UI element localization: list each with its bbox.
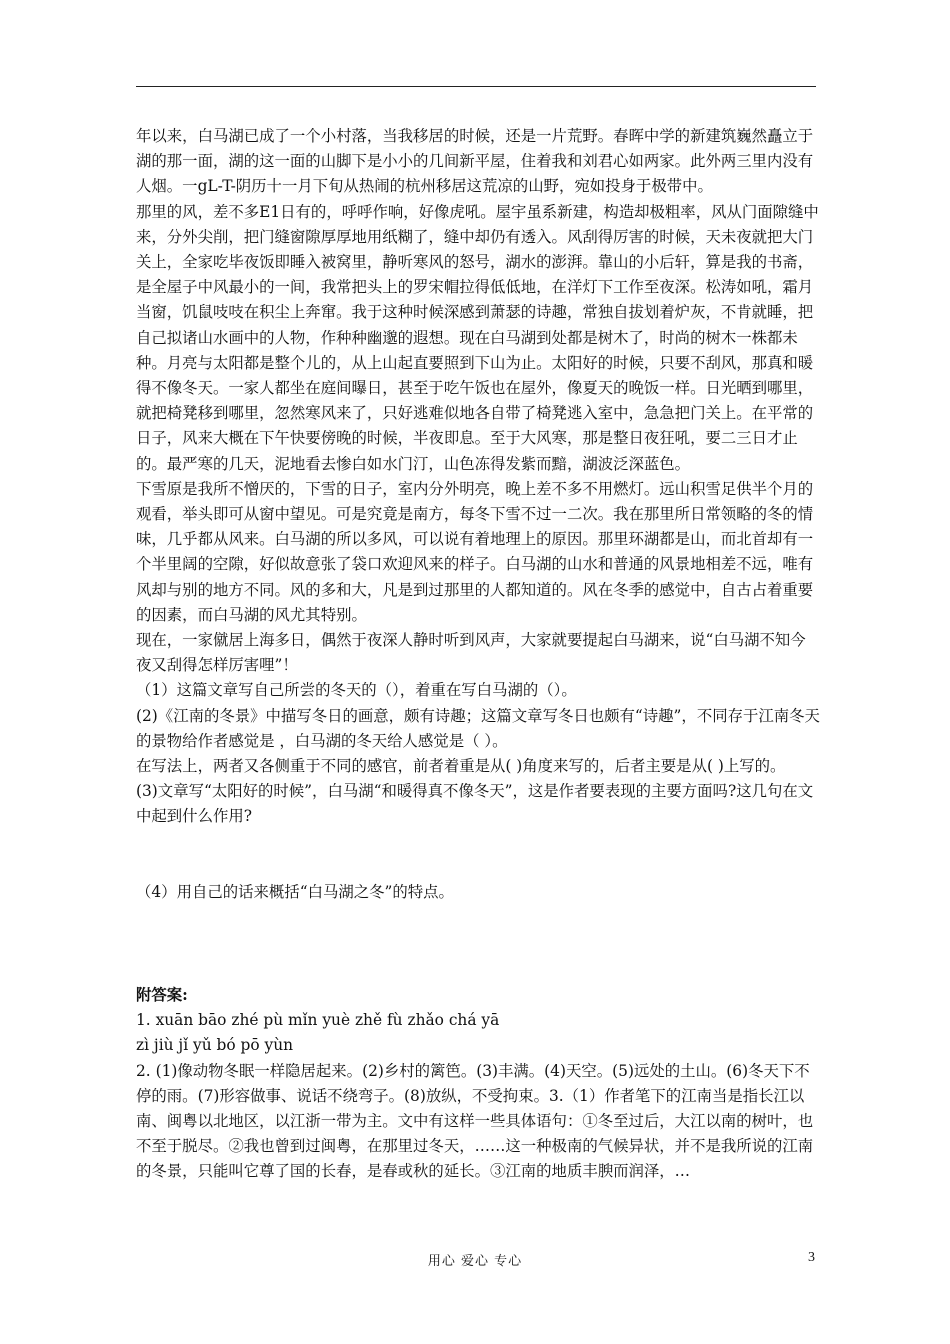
question-2-continued: 在写法上，两者又各侧重于不同的感官，前者着重是从( )角度来写的，后者主要是从( )上写的。: [136, 757, 786, 776]
answer-text: 2. (1)像动物冬眠一样隐居起来。(2)乡村的篱笆。(3)丰满。(4)天空。(5)远处的土山。(6)冬天下不停的雨。(7)形容做事、说话不绕弯子。(8)放纵，不受拘束。3.（1）作者笔下的江南当是指长江以南、闽粤以北地区，以江浙一带为主。文中有这样一些具体语句：①冬至过后，大江以南的树叶，也不至于脱尽。②我也曾到过闽粤，在那里过冬天，……这一种极南的气候异状，并不是我所说的江南的冬景，只能叫它尊了国的长春，是春或秋的延长。③江南的地质丰腴而润泽，…: [136, 1061, 814, 1181]
question-3: (3)文章写“太阳好的时候”，白马湖“和暖得真不像冬天”，这是作者要表现的主要方面吗?这几句在文中起到什么作用?: [136, 782, 814, 826]
question-1: （1）这篇文章写自己所尝的冬天的（），着重在写白马湖的（）。: [136, 681, 577, 700]
header-rule: [136, 86, 816, 87]
article-paragraph-2: 那里的风，差不多E1日有的，呼呼作响，好像虎吼。屋宇虽系新建，构造却极粗率，风从门面隙缝中来，分外尖削，把门缝窗隙厚厚地用纸糊了，缝中却仍有透入。风刮得厉害的时候，天未夜就把大门关上，全家吃毕夜饭即睡入被窝里，静听寒风的怒号，湖水的澎湃。靠山的小后轩，算是我的书斋，是全屋子中风最小的一间，我常把头上的罗宋帽拉得低低地，在洋灯下工作至夜深。松涛如吼，霜月当窗，饥鼠吱吱在积尘上奔窜。我于这种时候深感到萧瑟的诗趣，常独自拔划着炉灰，不肯就睡，把自己拟诸山水画中的人物，作种种幽邈的遐想。现在白马湖到处都是树木了，时尚的树木一株都未种。月亮与太阳都是整个儿的，从上山起直要照到下山为止。太阳好的时候，只要不刮风，那真和暖得不像冬天。一家人都坐在庭间曝日，甚至于吃午饭也在屋外，像夏天的晚饭一样。日光晒到哪里，就把椅凳移到哪里，忽然寒风来了，只好逃难似地各自带了椅凳逃入室中，急急把门关上。在平常的日子，风来大概在下午快要傍晚的时候，半夜即息。至于大风寒，那是整日夜狂吼，要二三日才止的。最严寒的几天，泥地看去惨白如水门汀，山色冻得发紫而黯，湖波泛深蓝色。: [136, 202, 819, 473]
article-paragraph-3: 下雪原是我所不憎厌的，下雪的日子，室内分外明亮，晚上差不多不用燃灯。远山积雪足供半个月的观看，举头即可从窗中望见。可是究竟是南方，每冬下雪不过一二次。我在那里所日常领略的冬的情味，几乎都从风来。白马湖的所以多风，可以说有着地理上的原因。那里环湖都是山，而北首却有一个半里阔的空隙，好似故意张了袋口欢迎风来的样子。白马湖的山水和普通的风景地相差不远，唯有风却与别的地方不同。风的多和大，凡是到过那里的人都知道的。风在冬季的感觉中，自古占着重要的因素，而白马湖的风尤其特别。: [136, 479, 814, 624]
footer-motto: 用心 爱心 专心: [427, 1254, 523, 1269]
question-4: （4）用自己的话来概括“白马湖之冬”的特点。: [136, 882, 454, 901]
answer-pinyin-line-2: zì jiù jǐ yǔ bó pō yùn: [136, 1036, 294, 1055]
document-body: [136, 124, 820, 1185]
answer-pinyin-line-1: 1. xuān bāo zhé pù mǐn yuè zhě fù zhǎo chá yā: [136, 1011, 500, 1030]
page-footer: [0, 1250, 950, 1274]
answer-space-3: [136, 830, 820, 880]
question-2: (2)《江南的冬景》中描写冬日的画意，颇有诗趣；这篇文章写冬日也颇有“诗趣”，不同存于江南冬天的景物给作者感觉是 ，白马湖的冬天给人感觉是（ ）。: [136, 706, 820, 750]
article-paragraph-4: 现在，一家僦居上海多日，偶然于夜深人静时听到风声，大家就要提起白马湖来，说“白马湖不知今夜又刮得怎样厉害哩”！: [136, 631, 806, 675]
answer-space-4: [136, 905, 820, 983]
page-number: 3: [808, 1250, 815, 1265]
answers-title: 附答案:: [136, 985, 188, 1004]
article-paragraph-1: 年以来，白马湖已成了一个小村落，当我移居的时候，还是一片荒野。春晖中学的新建筑巍然矗立于湖的那一面，湖的这一面的山脚下是小小的几间新平屋，住着我和刘君心如两家。此外两三里内没有人烟。一gL-T-阴历十一月下旬从热闹的杭州移居这荒凉的山野，宛如投身于极带中。: [136, 127, 814, 196]
